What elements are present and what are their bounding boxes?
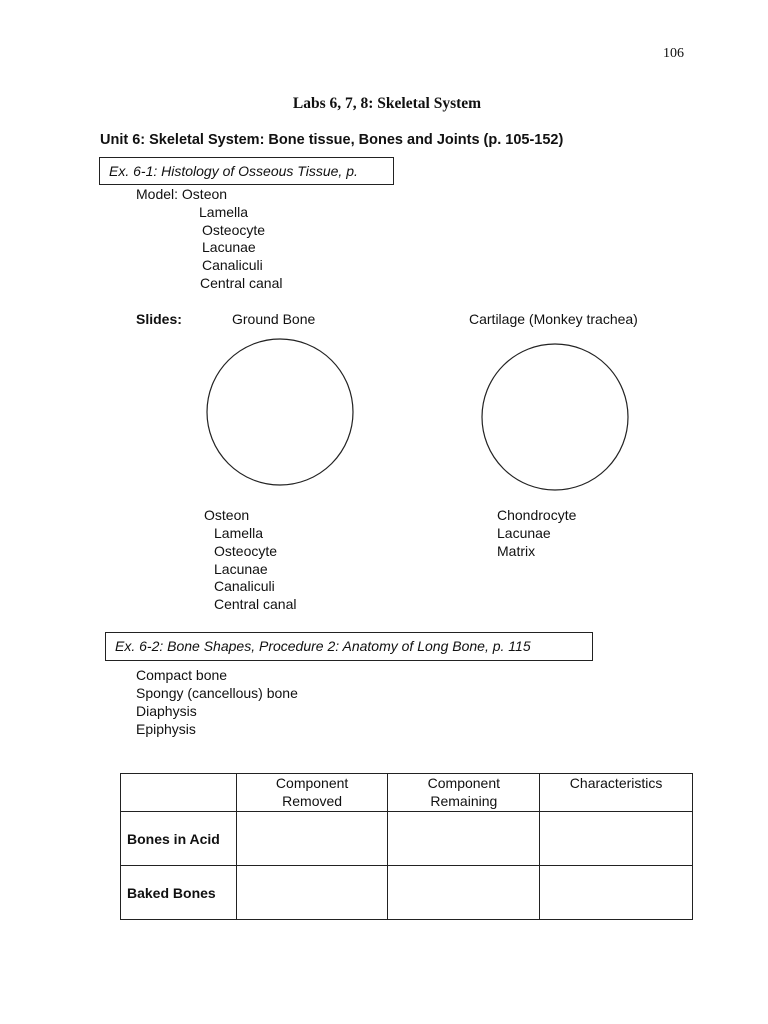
table-cell[interactable] — [236, 866, 388, 920]
exercise-2-box — [105, 632, 593, 661]
right-term: Lacunae — [497, 525, 551, 541]
left-term: Canaliculi — [214, 578, 275, 594]
header-line: Component — [427, 775, 501, 791]
header-line: Remaining — [430, 793, 498, 809]
table-header-row — [121, 774, 693, 812]
model-item: Canaliculi — [202, 257, 263, 273]
table-cell[interactable] — [236, 812, 388, 866]
long-bone-item: Diaphysis — [136, 703, 197, 719]
table-cell[interactable] — [540, 866, 693, 920]
left-term: Osteocyte — [214, 543, 278, 559]
model-item: Central canal — [200, 275, 283, 291]
unit-heading: Unit 6: Skeletal System: Bone tissue, Bones and Joints (p. 105-152) — [100, 132, 564, 148]
slides-label: Slides: — [136, 311, 182, 327]
bone-treatment-table — [120, 773, 693, 920]
left-term: Lamella — [214, 525, 264, 541]
row-label: Bones in Acid — [121, 812, 237, 866]
table-row — [121, 866, 693, 920]
page-title: Labs 6, 7, 8: Skeletal System — [292, 95, 482, 112]
row-label: Baked Bones — [121, 866, 237, 920]
left-term: Lacunae — [214, 561, 268, 577]
ground-bone-drawing-circle[interactable] — [205, 337, 355, 487]
left-term: Central canal — [214, 596, 297, 612]
table-row — [121, 812, 693, 866]
right-term: Chondrocyte — [497, 507, 577, 523]
table-cell[interactable] — [540, 812, 693, 866]
model-item: Lacunae — [202, 239, 256, 255]
table-header-cell-empty — [121, 774, 237, 812]
right-term: Matrix — [497, 543, 536, 559]
header-line: Removed — [282, 793, 343, 809]
page-number: 106 — [663, 46, 684, 61]
table-cell[interactable] — [388, 866, 540, 920]
model-item: Lamella — [199, 204, 249, 220]
table-header-cell — [540, 774, 693, 812]
long-bone-item: Epiphysis — [136, 721, 196, 737]
model-label: Model: Osteon — [136, 186, 228, 202]
table-header-cell — [236, 774, 388, 812]
slide-right-title: Cartilage (Monkey trachea) — [469, 311, 638, 327]
header-line: Component — [275, 775, 349, 791]
exercise-1-label: Ex. 6-1: Histology of Osseous Tissue, p. — [109, 163, 358, 179]
left-term-head: Osteon — [204, 507, 250, 523]
table-header-cell — [388, 774, 540, 812]
header-line: Characteristics — [569, 775, 663, 791]
exercise-1-box — [99, 157, 394, 185]
model-item: Osteocyte — [202, 222, 266, 238]
cartilage-drawing-circle[interactable] — [480, 343, 630, 493]
long-bone-item: Spongy (cancellous) bone — [136, 685, 298, 701]
table-cell[interactable] — [388, 812, 540, 866]
long-bone-item: Compact bone — [136, 667, 228, 683]
exercise-2-label: Ex. 6-2: Bone Shapes, Procedure 2: Anatomy of Long Bone, p. 115 — [115, 638, 531, 654]
slide-left-title: Ground Bone — [232, 311, 316, 327]
